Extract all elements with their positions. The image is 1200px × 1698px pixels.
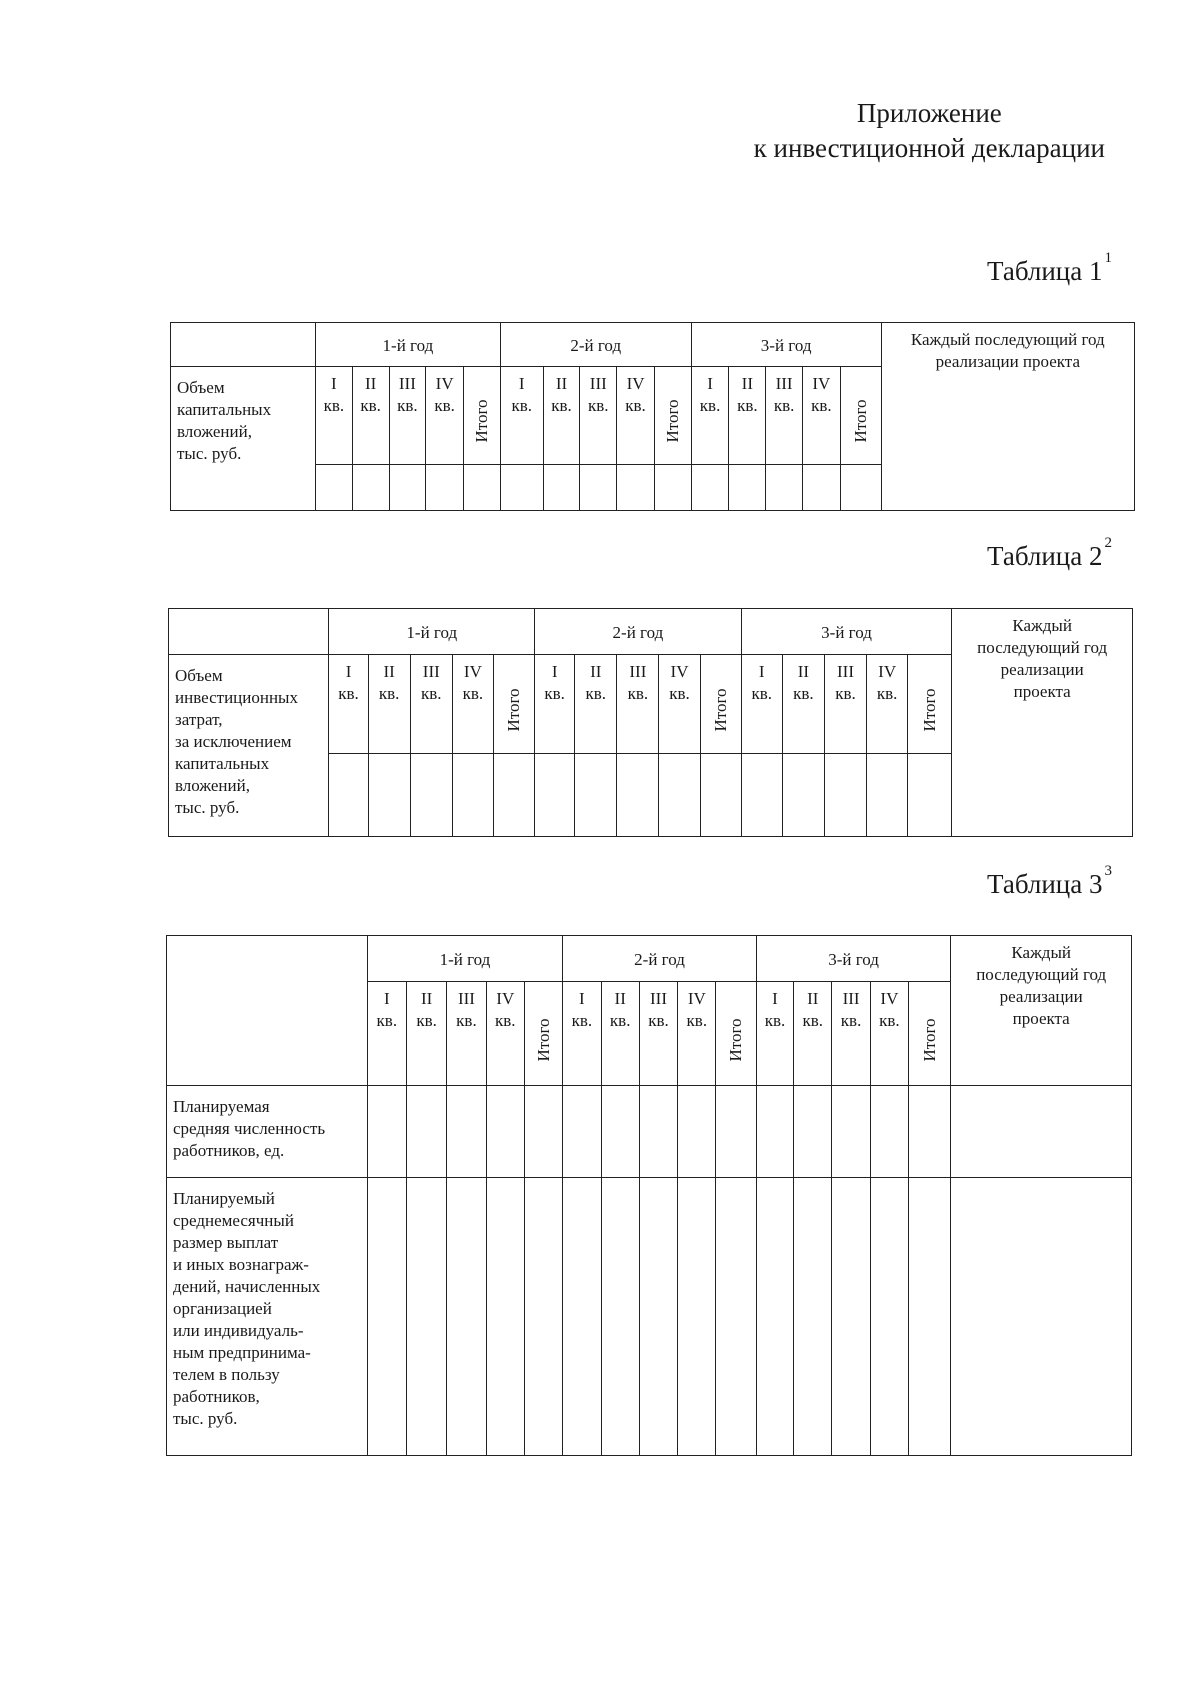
table1-year-2-total-header: Итого [654, 367, 691, 465]
table3-employees-cell-y1-q3[interactable] [447, 1086, 486, 1178]
table2-year-3-quarter-3-header: III кв. [824, 655, 866, 754]
table1-value-cell-y2-q2[interactable] [543, 465, 580, 511]
table1-year-2-quarter-4-header: IV кв. [617, 367, 655, 465]
table1-value-cell-y2-total[interactable] [654, 465, 691, 511]
table1-year-1-quarter-1-header: I кв. [316, 367, 353, 465]
table2-year-3-quarter-2-header: II кв. [782, 655, 824, 754]
table3-employees-cell-y2-q2[interactable] [601, 1086, 639, 1178]
table1-year-2: 2-й год [500, 323, 691, 367]
table3-employees-cell-each-year[interactable] [951, 1086, 1132, 1178]
table2-year-1-quarter-1-header: I кв. [329, 655, 368, 754]
table3-caption: Таблица 3 $^3$ [987, 863, 1112, 899]
table3-payments-cell-y2-q3[interactable] [639, 1178, 677, 1456]
table1-year-3: 3-й год [691, 323, 881, 367]
table3-employees-cell-y2-q4[interactable] [678, 1086, 716, 1178]
table1-value-cell-y2-q1[interactable] [500, 465, 543, 511]
table1-year-2-quarter-1-header: I кв. [500, 367, 543, 465]
table1-year-3-quarter-3-header: III кв. [766, 367, 803, 465]
table2-value-cell-y1-q1[interactable] [329, 754, 368, 837]
table2-corner-cell [169, 609, 329, 655]
table3 [166, 935, 1132, 1456]
table3-payments-cell-y1-q4[interactable] [486, 1178, 524, 1456]
table3-payments-cell-y2-total[interactable] [716, 1178, 756, 1456]
table2-value-cell-y1-q3[interactable] [410, 754, 452, 837]
table2-value-cell-y3-q3[interactable] [824, 754, 866, 837]
table2-each-year-header: Каждый последующий год реализации проекта [952, 609, 1133, 837]
table1-footnote-mark: 1 [1104, 250, 1112, 266]
table1-value-cell-y3-q4[interactable] [802, 465, 840, 511]
table3-employees-cell-y1-q2[interactable] [406, 1086, 446, 1178]
table2-value-cell-y2-q3[interactable] [617, 754, 659, 837]
table3-payments-cell-y2-q1[interactable] [563, 1178, 601, 1456]
table3-year-2-quarter-3-header: III кв. [639, 982, 677, 1086]
table3-payments-cell-y1-total[interactable] [524, 1178, 562, 1456]
table2-year-1-quarter-4-header: IV кв. [452, 655, 493, 754]
table3-employees-cell-y1-q4[interactable] [486, 1086, 524, 1178]
table3-payments-cell-y3-total[interactable] [909, 1178, 951, 1456]
table2-year-3: 3-й год [741, 609, 952, 655]
table2-caption: Таблица 2 $^2$ [987, 535, 1112, 571]
table2 [168, 608, 1133, 837]
table3-employees-cell-y3-q2[interactable] [794, 1086, 832, 1178]
table1-value-cell-y3-total[interactable] [840, 465, 881, 511]
table2-year-2-quarter-1-header: I кв. [535, 655, 575, 754]
appendix-header [754, 96, 1105, 166]
table3-year-2-total-header: Итого [716, 982, 756, 1086]
table3-payments-cell-y3-q2[interactable] [794, 1178, 832, 1456]
table3-year-2-quarter-2-header: II кв. [601, 982, 639, 1086]
table1-year-1-quarter-3-header: III кв. [389, 367, 426, 465]
table1-year-1-quarter-4-header: IV кв. [426, 367, 464, 465]
table3-year-3-quarter-2-header: II кв. [794, 982, 832, 1086]
table3-payments-cell-y2-q2[interactable] [601, 1178, 639, 1456]
table2-value-cell-y2-q1[interactable] [535, 754, 575, 837]
table3-year-1-total-header: Итого [524, 982, 562, 1086]
table3-employees-cell-y2-q1[interactable] [563, 1086, 601, 1178]
table3-payments-cell-y1-q3[interactable] [447, 1178, 486, 1456]
table3-year-1: 1-й год [367, 936, 563, 982]
table2-year-1-quarter-2-header: II кв. [368, 655, 410, 754]
table3-year-3-quarter-1-header: I кв. [756, 982, 793, 1086]
table1-year-2-quarter-3-header: III кв. [580, 367, 617, 465]
table3-employees-cell-y2-q3[interactable] [639, 1086, 677, 1178]
table3-year-1-quarter-3-header: III кв. [447, 982, 486, 1086]
table2-year-3-quarter-4-header: IV кв. [867, 655, 908, 754]
table2-year-2-quarter-2-header: II кв. [575, 655, 617, 754]
table1-value-cell-y3-q3[interactable] [766, 465, 803, 511]
table3-employees-cell-y1-q1[interactable] [367, 1086, 406, 1178]
table1-caption: Таблица 1 $^1$ [987, 250, 1112, 286]
table2-year-2-quarter-3-header: III кв. [617, 655, 659, 754]
table3-each-year-header: Каждый последующий год реализации проекта [951, 936, 1132, 1086]
appendix-subtitle: к инвестиционной декларации [753, 133, 1105, 163]
table3-year-2-quarter-4-header: IV кв. [678, 982, 716, 1086]
table3-payments-cell-y2-q4[interactable] [678, 1178, 716, 1456]
table1-year-3-quarter-2-header: II кв. [729, 367, 766, 465]
table1-year-3-total-header: Итого [840, 367, 881, 465]
table1 [170, 322, 1135, 511]
table3-footnote-mark: 3 [1104, 863, 1112, 879]
appendix-title: Приложение [856, 98, 1002, 128]
table3-year-3-quarter-3-header: III кв. [832, 982, 870, 1086]
table2-value-cell-y2-total[interactable] [700, 754, 741, 837]
table2-value-cell-y1-q2[interactable] [368, 754, 410, 837]
table2-footnote-mark: 2 [1104, 535, 1112, 551]
table2-value-cell-y3-q2[interactable] [782, 754, 824, 837]
table2-value-cell-y1-total[interactable] [493, 754, 534, 837]
table2-year-1-total-header: Итого [493, 655, 534, 754]
table2-row-label: Объем инвестиционных затрат, за исключением капитальных вложений, тыс. руб. [169, 655, 329, 837]
table2-year-2-quarter-4-header: IV кв. [659, 655, 700, 754]
table1-year-1-total-header: Итого [464, 367, 501, 465]
table2-year-3-quarter-1-header: I кв. [741, 655, 782, 754]
table2-year-1: 1-й год [329, 609, 535, 655]
table1-value-cell-y1-total[interactable] [464, 465, 501, 511]
table3-year-3-quarter-4-header: IV кв. [870, 982, 908, 1086]
table1-year-3-quarter-1-header: I кв. [691, 367, 729, 465]
table3-employees-cell-y2-total[interactable] [716, 1086, 756, 1178]
table2-year-1-quarter-3-header: III кв. [410, 655, 452, 754]
table3-row-payments-label: Планируемый среднемесячный размер выплат и иных вознаграж- дений, начисленных организацией или индивидуаль- ным предпринима- телем в пользу работников, тыс. руб. [167, 1178, 368, 1456]
table3-year-3: 3-й год [756, 936, 951, 982]
table1-year-3-quarter-4-header: IV кв. [802, 367, 840, 465]
table1-value-cell-y1-q3[interactable] [389, 465, 426, 511]
table1-value-cell-y3-q2[interactable] [729, 465, 766, 511]
table2-value-cell-y3-q4[interactable] [867, 754, 908, 837]
table1-value-cell-y1-q4[interactable] [426, 465, 464, 511]
table3-payments-cell-y1-q2[interactable] [406, 1178, 446, 1456]
table2-year-2-total-header: Итого [700, 655, 741, 754]
table2-value-cell-y2-q4[interactable] [659, 754, 700, 837]
table1-year-2-quarter-2-header: II кв. [543, 367, 580, 465]
table1-year-1-quarter-2-header: II кв. [352, 367, 389, 465]
table2-value-cell-y3-q1[interactable] [741, 754, 782, 837]
table1-value-cell-y1-q1[interactable] [316, 465, 353, 511]
table3-year-2: 2-й год [563, 936, 757, 982]
table3-corner-cell [167, 936, 368, 1086]
table1-value-cell-y2-q3[interactable] [580, 465, 617, 511]
table2-value-cell-y1-q4[interactable] [452, 754, 493, 837]
table3-payments-cell-y3-q3[interactable] [832, 1178, 870, 1456]
table3-payments-cell-y3-q4[interactable] [870, 1178, 908, 1456]
table3-year-3-total-header: Итого [909, 982, 951, 1086]
table3-payments-cell-y1-q1[interactable] [367, 1178, 406, 1456]
table3-year-1-quarter-4-header: IV кв. [486, 982, 524, 1086]
table1-row-label: Объем капитальных вложений, тыс. руб. [171, 367, 316, 511]
table3-payments-cell-each-year[interactable] [951, 1178, 1132, 1456]
table1-each-year-header: Каждый последующий год реализации проекта [881, 323, 1134, 511]
table1-year-1: 1-й год [316, 323, 501, 367]
table1-value-cell-y1-q2[interactable] [352, 465, 389, 511]
table1-value-cell-y3-q1[interactable] [691, 465, 729, 511]
table3-year-2-quarter-1-header: I кв. [563, 982, 601, 1086]
table1-value-cell-y2-q4[interactable] [617, 465, 655, 511]
table3-payments-cell-y3-q1[interactable] [756, 1178, 793, 1456]
table3-employees-cell-y3-q1[interactable] [756, 1086, 793, 1178]
table3-year-1-quarter-1-header: I кв. [367, 982, 406, 1086]
table3-year-1-quarter-2-header: II кв. [406, 982, 446, 1086]
table2-year-2: 2-й год [535, 609, 742, 655]
table2-year-3-total-header: Итого [908, 655, 952, 754]
table3-employees-cell-y3-total[interactable] [909, 1086, 951, 1178]
table1-corner-cell [171, 323, 316, 367]
table3-employees-cell-y1-total[interactable] [524, 1086, 562, 1178]
table2-value-cell-y3-total[interactable] [908, 754, 952, 837]
table2-value-cell-y2-q2[interactable] [575, 754, 617, 837]
table3-row-employees-label: Планируемая средняя численность работников, ед. [167, 1086, 368, 1178]
table3-employees-cell-y3-q4[interactable] [870, 1086, 908, 1178]
table3-employees-cell-y3-q3[interactable] [832, 1086, 870, 1178]
